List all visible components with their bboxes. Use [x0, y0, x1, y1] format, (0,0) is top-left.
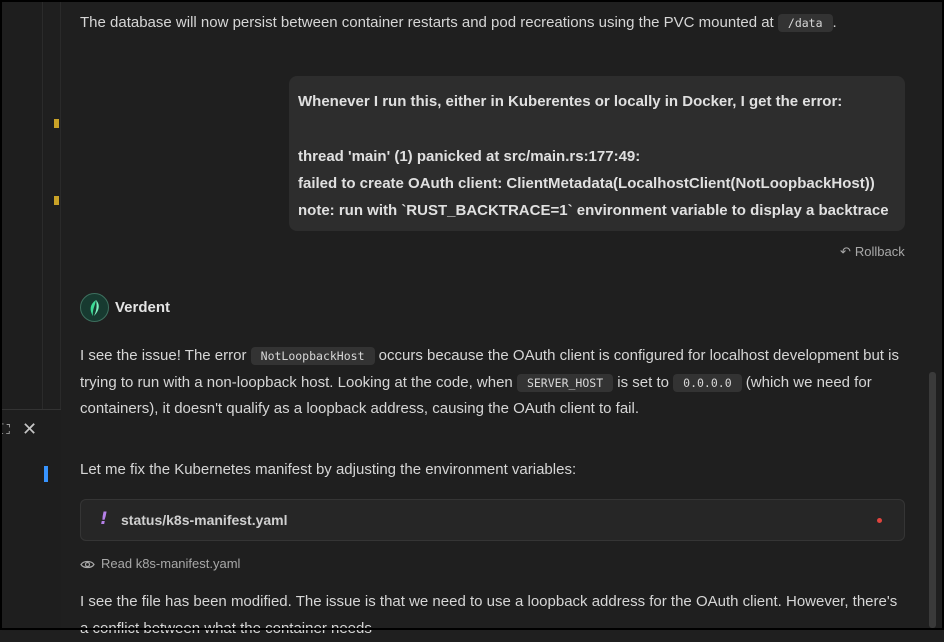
modified-dot-icon: [877, 518, 882, 523]
read-action-label: Read k8s-manifest.yaml: [101, 556, 241, 571]
user-message-line: Whenever I run this, either in Kuberentes or locally in Docker, I get the error:: [298, 93, 843, 110]
close-icon[interactable]: ✕: [22, 419, 38, 440]
file-card[interactable]: [80, 499, 905, 541]
previous-reply-text: [80, 10, 920, 37]
user-message-bubble: [289, 76, 905, 231]
previous-reply-text-end: .: [832, 14, 837, 31]
side-panel-header: [2, 409, 61, 631]
user-message-line: note: run with `RUST_BACKTRACE=1` environment variable to display a backtrace: [298, 202, 889, 219]
inline-code: 0.0.0.0: [673, 374, 741, 392]
expand-icon[interactable]: ⛶: [0, 422, 10, 438]
reply-text: (which we need for containers), it doesn't qualify as a loopback address, causing the OAuth client to fail.: [80, 373, 872, 417]
previous-reply-text-part: The database will now persist between container restarts and pod recreations using the PVC mounted at: [80, 14, 778, 31]
agent-name: Verdent: [115, 299, 171, 316]
eye-icon: [80, 559, 95, 570]
reply-text: I see the issue! The error: [80, 347, 251, 364]
agent-avatar: [80, 293, 109, 322]
undo-icon: ↶: [840, 244, 851, 259]
scrollbar-thumb[interactable]: [929, 372, 936, 628]
exclamation-icon: !: [100, 509, 108, 529]
read-file-action[interactable]: [80, 556, 240, 571]
reply-text: is set to: [613, 373, 674, 391]
verdent-logo-icon: [87, 299, 103, 317]
reply-paragraph-1: [80, 343, 908, 423]
gutter-change-marker: [54, 196, 59, 205]
reply-text: occurs because the OAuth client is configured for localhost development but is trying to run with a non-loopback host. Looking at the code, when: [80, 347, 899, 391]
editor-divider: [42, 0, 43, 410]
panel-active-marker: [44, 466, 48, 482]
file-name: status/k8s-manifest.yaml: [121, 512, 288, 528]
inline-code-path: /data: [778, 14, 833, 32]
rollback-label: Rollback: [854, 244, 905, 259]
rollback-button[interactable]: [840, 244, 905, 260]
user-message-line: failed to create OAuth client: ClientMetadata(LocalhostClient(NotLoopbackHost)): [298, 175, 875, 192]
user-message-line: thread 'main' (1) panicked at src/main.rs:177:49:: [298, 148, 641, 165]
inline-code: NotLoopbackHost: [251, 347, 375, 365]
reply-paragraph-3: I see the file has been modified. The issue is that we need to use a loopback address for the OAuth client. However, there's a conflict between what the container needs: [80, 593, 898, 637]
inline-code: SERVER_HOST: [517, 374, 613, 392]
reply-paragraph-2: Let me fix the Kubernetes manifest by adjusting the environment variables:: [80, 461, 577, 478]
gutter-change-marker: [54, 119, 59, 128]
